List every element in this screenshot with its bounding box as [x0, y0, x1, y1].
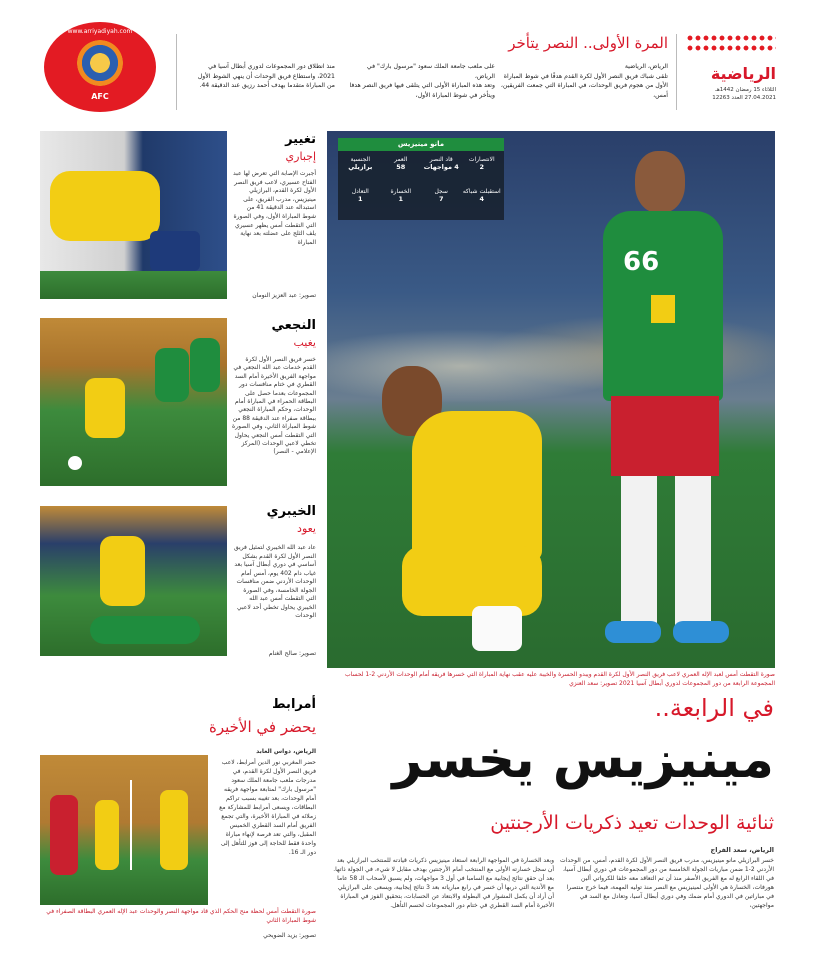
- story3-title: الخيبري: [266, 504, 316, 519]
- khaibari-player: [100, 536, 145, 606]
- header-col3: منذ انطلاق دور المجموعات لدوري أبطال آسيا في 2021، واستطاع فريق الوحدات أن ينهي الشوط الأول من المباراة متقدما بهدف أحمد رزيق عند الدقيقة 44.: [197, 63, 335, 89]
- side-photo-2: [40, 318, 227, 486]
- stat-scored: [421, 188, 462, 203]
- header-divider: [176, 34, 177, 110]
- main-col1: خسر البرازيلي مانو مينيزيس، مدرب فريق النصر الأول لكرة القدم، أمس، من الوحدات الأردني 2-1 ضمن مباريات الجولة الخامسة من دور المجموعات في دوري أبطال آسيا، في اللقاء الرابع له مع الفريق الأصفر منذ أن تم التعاقد معه خلفا للكرواتي ألين هورفات، الخسارة هي الأولى لمينيزيس مع النصر منذ توليه المهمة، فيما خرج منتصرا في مباراتين في الدوري أمام ضمك وفي دوري أبطال آسيا، وتعادل مع السد في مواجهتين،: [560, 857, 774, 909]
- stat-label: الجنسية: [350, 156, 371, 163]
- dots-row-2: [686, 44, 776, 52]
- dots-row: [686, 34, 776, 42]
- tackling-player: [90, 616, 200, 644]
- amrabat-credit: تصوير: يزيد الضويحي: [263, 932, 316, 939]
- main-photo-caption: صورة التقطت أمس لعبد الإله العمري لاعب فريق النصر الأول لكرة القدم ويبدو الحسرة والخيبة عليه عقب نهاية المباراة التي خسرها فريقه أمام الوحدات الأردني 2-1 لحساب المجموعة الرابعة من دور المجموعات لدوري أبطال آسيا 2021 تصوير: سعد العنزي: [344, 671, 775, 687]
- stat-wins: [462, 156, 503, 171]
- bench-player: [50, 171, 160, 241]
- ball: [68, 456, 82, 470]
- wehdat-player: [585, 151, 745, 651]
- white-sock: [472, 606, 522, 651]
- yellow-jersey: [412, 411, 542, 561]
- stat-label: العمر: [394, 156, 408, 163]
- nassr-player: [372, 366, 577, 656]
- stat-label: استقبلت شباكه: [462, 188, 501, 195]
- story3-body: عاد عبد الله الخيبري لتمثيل فريق النصر الأول لكرة القدم بشكل أساسي في دوري أبطال آسيا بعد غياب دام 402 يوم، أمس أمام الوحدات الأردني ضمن منافسات الجولة الخامسة، وفي الصورة التي التقطت أمس عبد الله الخيبري يحاول تخطي أحد لاعبي الوحدات: [234, 544, 316, 619]
- stat-matches: [421, 156, 462, 171]
- issue-info: الثلاثاء 15 رمضان 1442هـ 27.04.2021 العدد 12263: [712, 87, 776, 101]
- jersey-number: 66: [623, 247, 660, 277]
- kicker: في الرابعة..: [654, 694, 774, 722]
- stat-value: 7: [438, 195, 444, 203]
- paper-logo: الرياضية: [710, 64, 776, 83]
- yellow-shorts: [402, 546, 542, 616]
- stat-value: 2: [479, 163, 485, 171]
- site-url: www.arriyadiyah.com: [67, 28, 133, 35]
- stat-value: 4 مواجهات: [423, 163, 459, 171]
- referee: [50, 795, 78, 875]
- wehdat-runner: [155, 348, 189, 402]
- header-divider-2: [676, 34, 677, 110]
- stat-draws: [340, 188, 381, 203]
- stats-title: مانو مينيزيس: [397, 140, 445, 148]
- amrabat-caption: صورة التقطت أمس لحظة منح الحكم الذي قاد مواجهة النصر والوحدات عبد الإله العمري البطاقة الصفراء في شوط المباراة الثاني: [46, 908, 316, 924]
- stat-value: برازيلي: [348, 163, 373, 171]
- stats-title-bar: [338, 138, 504, 151]
- goal-post: [130, 780, 132, 870]
- story3-credit: تصوير: صالح الغنام: [268, 650, 316, 657]
- stat-label: التعادل: [351, 188, 369, 195]
- stat-age: [381, 156, 422, 171]
- stat-label: الانتصارات: [468, 156, 495, 163]
- player-head: [635, 151, 685, 213]
- left-sock: [621, 476, 657, 626]
- story2-title: النجعي: [271, 318, 316, 333]
- pitch-strip: [40, 271, 227, 299]
- wehdat-runner-2: [190, 338, 220, 392]
- header-col2: على ملعب جامعة الملك سعود "مرسول بارك" في الرياض، وتعد هذه المباراة الأولى التي يتلقى فيها فريق النصر هدفا ويتأخر في شوط المباراة الأول،: [349, 63, 495, 99]
- stat-value: 1: [357, 195, 363, 203]
- right-sock: [675, 476, 711, 626]
- side-photo-1: [40, 131, 227, 299]
- stat-value: 1: [398, 195, 404, 203]
- main-col2: وبعد الخسارة في المواجهة الرابعة استعاد مينيزيس ذكريات قيادته للمنتخب البرازيلي بعد أن سجل خسارته الأولى مع المنتخب أمام الأرجنتين بهدف مقابل لا شيء، في الجولة ذاتها. بعد أن حقق نتائج إيجابية مع السامبا في أول 3 مواجهات، ولم يسبق لأصحاب الـ 58 عاما مع الأندية التي دربها أن خسر في رابع مبارياته بعد 3 نتائج إيجابية، ويسعى على البرازيلي أن أراد أن يكمل المشوار في البطولة والابتعاد عن الحسابات، بتحقيق الفوز في المباراة الأخيرة أمام السد القطري في ختام دور المجموعات لحسم التأهل.: [333, 857, 554, 909]
- stat-conceded: [462, 188, 503, 203]
- header-col1: الرياض، الرياضية تلقى شباك فريق النصر الأول لكرة القدم هدفًا في شوط المباراة الأول من هجوم فريق الوحدات، في المباراة التي جمعت الفريقين، أمس،: [500, 63, 668, 99]
- stat-label: قاد النصر: [429, 156, 453, 163]
- nassr-player-b: [160, 790, 188, 870]
- afc-emblem: [77, 40, 123, 86]
- stat-label: سجل: [434, 188, 448, 195]
- stats-row-2: [340, 188, 502, 203]
- red-shorts: [611, 396, 719, 476]
- story1-subtitle: إجباري: [285, 150, 316, 163]
- story2-body: خسر فريق النصر الأول لكرة القدم خدمات عبد الله النجعي في مواجهة الفريق الأخيرة أمام السد القطري في ختام منافسات دور المجموعات بعدما حصل على البطاقة الحمراء في المباراة أمام الوحدات، وحكم المباراة النجعي ببطاقة صفراء عند الدقيقة 88 من شوط المباراة الثاني، وفي الصورة التي التقطت أمس النجعي يحاول تخطي لاعبي الوحدات (المركز الإعلامي - النصر): [232, 356, 316, 456]
- ice-pack: [150, 231, 200, 271]
- amrabat-title: أمرابط: [272, 697, 316, 712]
- sponsor-logo: [651, 295, 675, 323]
- nassr-player-a: [95, 800, 119, 870]
- stat-nationality: [340, 156, 381, 171]
- story1-credit: تصوير: عبد العزيز النومان: [252, 292, 316, 299]
- main-byline: الرياض، سعد الفراج: [710, 846, 774, 854]
- stats-box: [338, 138, 504, 220]
- story2-subtitle: يغيب: [293, 336, 316, 349]
- stats-row-1: [340, 156, 502, 171]
- stat-value: 58: [396, 163, 406, 171]
- story1-title: تغيير: [285, 132, 316, 147]
- header-headline: المرة الأولى.. النصر يتأخر: [508, 34, 668, 52]
- stat-label: الخسارة: [390, 188, 412, 195]
- amrabat-byline: الرياض، دواس العابد: [256, 748, 316, 755]
- amrabat-body: حضر المغربي نور الدين أمرابط، لاعب فريق النصر الأول لكرة القدم، في مدرجات ملعب جامعة الملك سعود "مرسول بارك" لمتابعة مواجهة فريقه أمام الوحدات، بعد تغيبه بسبب تراكم البطاقات، ويسعى أمرابط للمشاركة مع زملائه في المباراة الأخيرة، والتي تجمع الفريق أمام السد القطري الخميس المقبل، والتي تعد فرصة لإنهاء مباراة واحدة فقط للحاجة إلى فوز للتأهل إلى دور الـ 16.: [219, 759, 316, 856]
- left-boot: [605, 621, 661, 643]
- story1-body: أجبرت الإصابة التي تعرض لها عبد الفتاح عسيري، لاعب فريق النصر الأول لكرة القدم، البرازيلي مينيزيس، مدرب الفريق، على استبداله عند الدقيقة 41 من شوط المباراة الأول، وفي الصورة التي التقطت أمس يظهر عسيري يلف الثلج على عضلته بعد نهاية المباراة: [233, 170, 316, 246]
- main-subhead: ثنائية الوحدات تعيد ذكريات الأرجنتين: [490, 812, 774, 834]
- side-photo-3: [40, 506, 227, 656]
- stat-value: 4: [479, 195, 485, 203]
- afc-label: AFC: [91, 92, 109, 101]
- green-jersey: [603, 211, 723, 401]
- story3-subtitle: يعود: [297, 522, 316, 535]
- main-headline: مينيزيس يخسر: [392, 730, 774, 790]
- amrabat-subtitle: يحضر في الأخيرة: [208, 718, 316, 736]
- logo-circle: [44, 22, 156, 112]
- amrabat-photo: [40, 755, 208, 905]
- right-boot: [673, 621, 729, 643]
- nassr-runner: [85, 378, 125, 438]
- stat-losses: [381, 188, 422, 203]
